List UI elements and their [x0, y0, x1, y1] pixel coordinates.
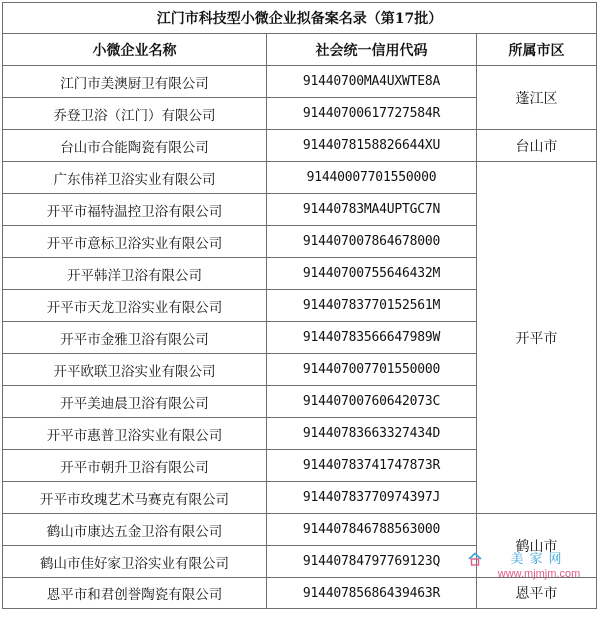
- company-name: 开平韩洋卫浴有限公司: [3, 258, 267, 290]
- company-name: 鹤山市康达五金卫浴有限公司: [3, 514, 267, 546]
- company-name: 台山市合能陶瓷有限公司: [3, 130, 267, 162]
- company-name: 开平市惠普卫浴实业有限公司: [3, 418, 267, 450]
- column-header-region: 所属市区: [477, 34, 597, 66]
- table-row: [3, 514, 597, 546]
- table-title: 江门市科技型小微企业拟备案名录（第17批）: [3, 3, 597, 34]
- company-name: 开平市玫瑰艺术马赛克有限公司: [3, 482, 267, 514]
- company-name: 开平市金雅卫浴有限公司: [3, 322, 267, 354]
- region-cell: 鹤山市: [477, 514, 597, 578]
- company-name: 江门市美澳厨卫有限公司: [3, 66, 267, 98]
- company-name: 广东伟祥卫浴实业有限公司: [3, 162, 267, 194]
- company-name: 开平欧联卫浴实业有限公司: [3, 354, 267, 386]
- credit-code: 91440783MA4UPTGC7N: [267, 194, 477, 226]
- credit-code: 91440700MA4UXWTE8A: [267, 66, 477, 98]
- credit-code: 91440700617727584R: [267, 98, 477, 130]
- credit-code: 91440784797769123Q: [267, 546, 477, 578]
- credit-code: 91440783770152561M: [267, 290, 477, 322]
- region-cell: 台山市: [477, 130, 597, 162]
- credit-code: 9144078158826644XU: [267, 130, 477, 162]
- credit-code: 91440700760642073C: [267, 386, 477, 418]
- watermark-brand: 美家网: [510, 552, 568, 567]
- credit-code: 91440783770974397J: [267, 482, 477, 514]
- company-name: 鹤山市佳好家卫浴实业有限公司: [3, 546, 267, 578]
- credit-code: 914407007864678000: [267, 226, 477, 258]
- company-name: 开平市福特温控卫浴有限公司: [3, 194, 267, 226]
- company-name: 恩平市和君创誉陶瓷有限公司: [3, 578, 267, 609]
- credit-code: 91440785686439463R: [267, 578, 477, 609]
- watermark-url: www.mjmjm.com: [497, 568, 581, 580]
- credit-code: 914407846788563000: [267, 514, 477, 546]
- table-row: [3, 162, 597, 194]
- credit-code: 91440783663327434D: [267, 418, 477, 450]
- credit-code: 91440783741747873R: [267, 450, 477, 482]
- region-cell: 开平市: [477, 162, 597, 514]
- company-name: 开平市朝升卫浴有限公司: [3, 450, 267, 482]
- region-cell: 恩平市: [477, 578, 597, 609]
- table-row: [3, 130, 597, 162]
- table-row: [3, 578, 597, 609]
- company-name: 开平市天龙卫浴实业有限公司: [3, 290, 267, 322]
- company-name: 开平市意标卫浴实业有限公司: [3, 226, 267, 258]
- credit-code: 91440700755646432M: [267, 258, 477, 290]
- company-name: 开平美迪晨卫浴有限公司: [3, 386, 267, 418]
- column-header-code: 社会统一信用代码: [267, 34, 477, 66]
- credit-code: 91440783566647989W: [267, 322, 477, 354]
- registry-table: [2, 2, 597, 609]
- company-name: 乔登卫浴（江门）有限公司: [3, 98, 267, 130]
- credit-code: 91440007701550000: [267, 162, 477, 194]
- column-header-name: 小微企业名称: [3, 34, 267, 66]
- credit-code: 914407007701550000: [267, 354, 477, 386]
- region-cell: 蓬江区: [477, 66, 597, 130]
- table-row: [3, 66, 597, 98]
